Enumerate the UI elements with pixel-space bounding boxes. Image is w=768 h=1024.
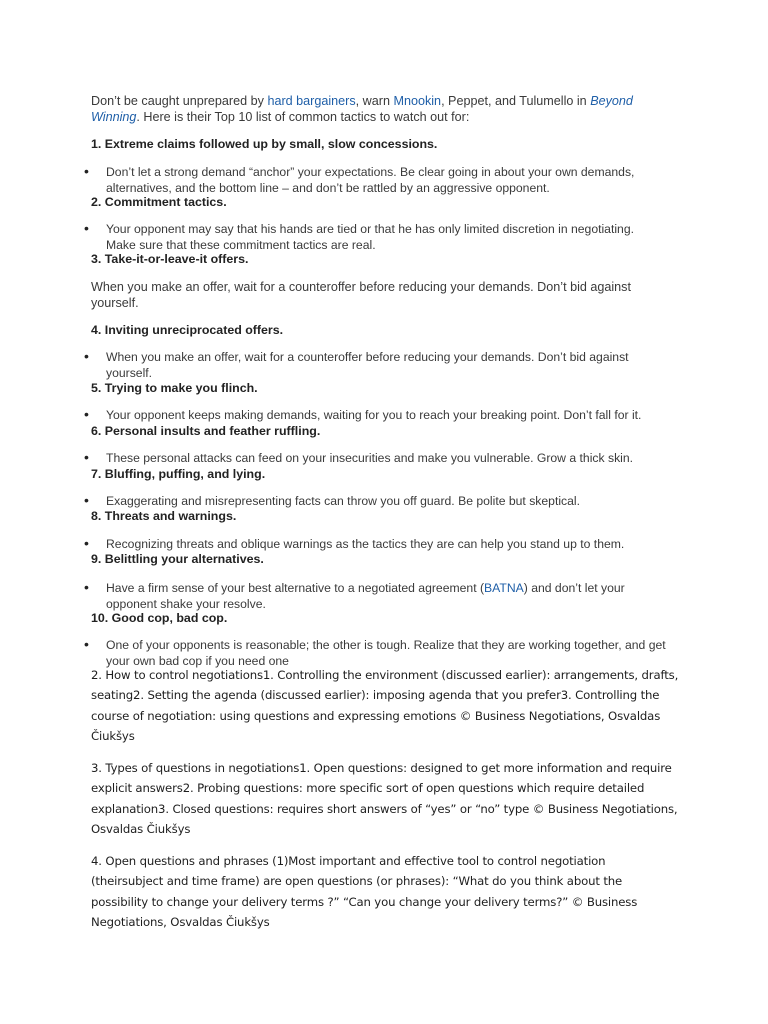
- bullet-text: When you make an offer, wait for a counteroffer before reducing your demands. Don’t bid against yourself.: [106, 350, 629, 380]
- intro-text-4: . Here is their Top 10 list of common tactics to watch out for:: [136, 110, 470, 124]
- tactic-heading-8: 8. Threats and warnings.: [91, 509, 237, 523]
- bullet-text: Exaggerating and misrepresenting facts can throw you off guard. Be polite but skeptical.: [106, 494, 581, 508]
- intro-paragraph: [91, 93, 671, 125]
- slide-text-4: 4. Open questions and phrases (1)Most important and effective tool to control negotiation (theirsubject and time frame) are open questions (or phrases): “What do you think about the possibility to change your delivery terms ?” “Can you change your delivery terms?” © Business Negotiations, Osvaldas Čiukšys: [91, 854, 638, 929]
- bullet-text: One of your opponents is reasonable; the other is tough. Realize that they are working together, and get your own bad cop if you need one: [106, 638, 666, 668]
- beyond-winning-link[interactable]: Beyond Winning: [91, 94, 633, 124]
- batna-link[interactable]: BATNA: [484, 581, 524, 595]
- tactic-heading-1: 1. Extreme claims followed up by small, slow concessions.: [91, 137, 438, 151]
- intro-text-2: , warn: [355, 94, 394, 108]
- intro-text-1: Don’t be caught unprepared by: [91, 94, 268, 108]
- tactic-heading-2: 2. Commitment tactics.: [91, 195, 227, 209]
- bullet-dot: •: [84, 449, 89, 465]
- mnookin-link[interactable]: Mnookin: [393, 94, 442, 108]
- tactic-heading-5: 5. Trying to make you flinch.: [91, 381, 258, 395]
- tactic-heading-10: 10. Good cop, bad cop.: [91, 611, 228, 625]
- tactic-heading-3: 3. Take-it-or-leave-it offers.: [91, 252, 249, 266]
- bullet-text: Your opponent may say that his hands are tied or that he has only limited discretion in negotiating. Make sure that these commitment tactics are real.: [106, 222, 635, 252]
- batna-text-pre: Have a firm sense of your best alternative to a negotiated agreement (: [106, 581, 485, 595]
- tactic-paragraph-3: When you make an offer, wait for a counteroffer before reducing your demands. Don’t bid against yourself.: [91, 280, 631, 310]
- slide-text-3: 3. Types of questions in negotiations1. Open questions: designed to get more information and require explicit answers2. Probing questions: more specific sort of open questions which require detailed explanation3. Closed questions: requires short answers of “yes” or “no” type © Business Negotiations, Osvaldas Čiukšys: [91, 761, 678, 836]
- bullet-text: [106, 581, 666, 612]
- bullet-text: Your opponent keeps making demands, waiting for you to reach your breaking point. Don’t fall for it.: [106, 408, 642, 422]
- tactic-heading-6: 6. Personal insults and feather ruffling.: [91, 424, 321, 438]
- tactic-heading-7: 7. Bluffing, puffing, and lying.: [91, 467, 266, 481]
- intro-text-3: , Peppet, and Tulumello in: [441, 94, 591, 108]
- slide-text-2: 2. How to control negotiations1. Controlling the environment (discussed earlier): arrangements, drafts, seating2. Setting the agenda (discussed earlier): imposing agenda that you prefer3. Controlling the course of negotiation: using questions and expressing emotions © Business Negotiations, Osvaldas Čiukšys: [91, 668, 679, 743]
- tactic-heading-9: 9. Belittling your alternatives.: [91, 552, 264, 566]
- bullet-text: These personal attacks can feed on your insecurities and make you vulnerable. Grow a thick skin.: [106, 451, 634, 465]
- batna-text-post: ) and don’t let your opponent shake your resolve.: [106, 581, 625, 611]
- bullet-text: Don’t let a strong demand “anchor” your expectations. Be clear going in about your own demands, alternatives, and the bottom line – and don’t be rattled by an aggressive opponent.: [106, 165, 635, 195]
- bullet-dot: •: [84, 348, 89, 364]
- bullet-dot: •: [84, 406, 89, 422]
- bullet-text: Recognizing threats and oblique warnings as the tactics they are can help you stand up to them.: [106, 537, 625, 551]
- bullet-dot: •: [84, 636, 89, 652]
- tactic-heading-4: 4. Inviting unreciprocated offers.: [91, 323, 284, 337]
- bullet-dot: •: [84, 535, 89, 551]
- bullet-dot: •: [84, 220, 89, 236]
- hard-bargainers-link[interactable]: hard bargainers: [267, 94, 356, 108]
- bullet-dot: •: [84, 492, 89, 508]
- bullet-dot: •: [84, 163, 89, 179]
- bullet-dot: •: [84, 579, 89, 595]
